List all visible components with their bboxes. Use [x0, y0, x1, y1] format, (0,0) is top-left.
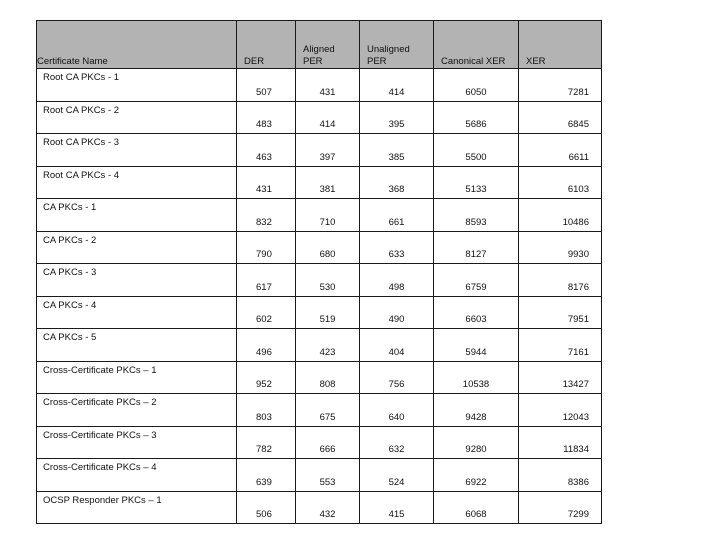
cell-certificate-name: CA PKCs - 2 — [37, 231, 237, 264]
cell-unaligned-per: 640 — [360, 394, 434, 427]
cell-der: 506 — [237, 491, 296, 524]
cell-canonical-xer: 8593 — [434, 199, 519, 232]
cell-der: 803 — [237, 394, 296, 427]
cell-aligned-per: 519 — [296, 296, 360, 329]
table-row — [37, 426, 602, 459]
cell-der: 790 — [237, 231, 296, 264]
header-certificate-name — [37, 21, 237, 69]
cell-xer: 6611 — [519, 134, 602, 167]
cell-xer: 6103 — [519, 166, 602, 199]
table-row — [37, 329, 602, 362]
cell-xer: 7299 — [519, 491, 602, 524]
header-unaligned-per-line2: PER — [367, 56, 387, 67]
cell-unaligned-per: 756 — [360, 361, 434, 394]
cell-xer: 8176 — [519, 264, 602, 297]
cell-aligned-per: 680 — [296, 231, 360, 264]
cell-xer: 6845 — [519, 101, 602, 134]
cell-der: 483 — [237, 101, 296, 134]
cell-certificate-name: Root CA PKCs - 1 — [37, 69, 237, 102]
cell-certificate-name: Root CA PKCs - 2 — [37, 101, 237, 134]
cell-unaligned-per: 414 — [360, 69, 434, 102]
cell-xer: 11834 — [519, 426, 602, 459]
cell-unaligned-per: 395 — [360, 101, 434, 134]
cell-der: 832 — [237, 199, 296, 232]
table-row — [37, 134, 602, 167]
cell-der: 507 — [237, 69, 296, 102]
cell-certificate-name: Root CA PKCs - 4 — [37, 166, 237, 199]
cell-canonical-xer: 6759 — [434, 264, 519, 297]
cell-xer: 12043 — [519, 394, 602, 427]
cell-unaligned-per: 490 — [360, 296, 434, 329]
cell-der: 617 — [237, 264, 296, 297]
cell-canonical-xer: 9428 — [434, 394, 519, 427]
cell-xer: 7281 — [519, 69, 602, 102]
cell-aligned-per: 553 — [296, 459, 360, 492]
encoding-size-table — [36, 20, 602, 524]
header-der — [237, 21, 296, 69]
cell-der: 952 — [237, 361, 296, 394]
cell-certificate-name: CA PKCs - 4 — [37, 296, 237, 329]
table-row — [37, 361, 602, 394]
cell-canonical-xer: 5944 — [434, 329, 519, 362]
cell-aligned-per: 808 — [296, 361, 360, 394]
header-aligned-per-line1: Aligned — [303, 44, 335, 55]
cell-certificate-name: OCSP Responder PKCs – 1 — [37, 491, 237, 524]
cell-canonical-xer: 8127 — [434, 231, 519, 264]
cell-aligned-per: 530 — [296, 264, 360, 297]
header-row — [37, 21, 602, 69]
cell-aligned-per: 675 — [296, 394, 360, 427]
cell-certificate-name: CA PKCs - 1 — [37, 199, 237, 232]
header-xer — [519, 21, 602, 69]
cell-der: 496 — [237, 329, 296, 362]
table-row — [37, 199, 602, 232]
cell-xer: 9930 — [519, 231, 602, 264]
cell-canonical-xer: 9280 — [434, 426, 519, 459]
header-der-label: DER — [244, 56, 265, 67]
cell-xer: 7951 — [519, 296, 602, 329]
cell-certificate-name: Cross-Certificate PKCs – 3 — [37, 426, 237, 459]
cell-canonical-xer: 5686 — [434, 101, 519, 134]
table-row — [37, 231, 602, 264]
cell-der: 782 — [237, 426, 296, 459]
cell-unaligned-per: 524 — [360, 459, 434, 492]
cell-der: 602 — [237, 296, 296, 329]
header-canonical-xer-label: Canonical XER — [441, 56, 506, 67]
table-row — [37, 264, 602, 297]
header-unaligned-per-line1: Unaligned — [367, 44, 410, 55]
header-xer-label: XER — [526, 56, 546, 67]
cell-certificate-name: Cross-Certificate PKCs – 2 — [37, 394, 237, 427]
cell-xer: 7161 — [519, 329, 602, 362]
cell-unaligned-per: 415 — [360, 491, 434, 524]
cell-aligned-per: 381 — [296, 166, 360, 199]
cell-canonical-xer: 6603 — [434, 296, 519, 329]
header-aligned-per-line2: PER — [303, 56, 323, 67]
cell-der: 639 — [237, 459, 296, 492]
table-row — [37, 166, 602, 199]
cell-certificate-name: Cross-Certificate PKCs – 1 — [37, 361, 237, 394]
cell-unaligned-per: 404 — [360, 329, 434, 362]
table-row — [37, 69, 602, 102]
cell-certificate-name: CA PKCs - 3 — [37, 264, 237, 297]
header-canonical-xer — [434, 21, 519, 69]
table-row — [37, 101, 602, 134]
table-row — [37, 459, 602, 492]
cell-aligned-per: 666 — [296, 426, 360, 459]
cell-canonical-xer: 6922 — [434, 459, 519, 492]
cell-certificate-name: Root CA PKCs - 3 — [37, 134, 237, 167]
cell-certificate-name: CA PKCs - 5 — [37, 329, 237, 362]
cell-canonical-xer: 6050 — [434, 69, 519, 102]
cell-unaligned-per: 385 — [360, 134, 434, 167]
header-certificate-name-label: Certificate Name — [37, 56, 108, 67]
cell-xer: 10486 — [519, 199, 602, 232]
cell-aligned-per: 432 — [296, 491, 360, 524]
table-row — [37, 394, 602, 427]
cell-der: 431 — [237, 166, 296, 199]
cell-canonical-xer: 6068 — [434, 491, 519, 524]
cell-unaligned-per: 633 — [360, 231, 434, 264]
cell-xer: 13427 — [519, 361, 602, 394]
cell-unaligned-per: 368 — [360, 166, 434, 199]
table-row — [37, 491, 602, 524]
cell-aligned-per: 710 — [296, 199, 360, 232]
cell-xer: 8386 — [519, 459, 602, 492]
cell-unaligned-per: 661 — [360, 199, 434, 232]
cell-canonical-xer: 5500 — [434, 134, 519, 167]
cell-certificate-name: Cross-Certificate PKCs – 4 — [37, 459, 237, 492]
table-row — [37, 296, 602, 329]
encoding-size-table-container — [36, 20, 601, 524]
cell-aligned-per: 423 — [296, 329, 360, 362]
cell-unaligned-per: 632 — [360, 426, 434, 459]
cell-canonical-xer: 5133 — [434, 166, 519, 199]
cell-aligned-per: 414 — [296, 101, 360, 134]
cell-aligned-per: 431 — [296, 69, 360, 102]
header-aligned-per — [296, 21, 360, 69]
table-body — [37, 69, 602, 524]
header-unaligned-per — [360, 21, 434, 69]
cell-unaligned-per: 498 — [360, 264, 434, 297]
cell-canonical-xer: 10538 — [434, 361, 519, 394]
cell-aligned-per: 397 — [296, 134, 360, 167]
cell-der: 463 — [237, 134, 296, 167]
table-header — [37, 21, 602, 69]
